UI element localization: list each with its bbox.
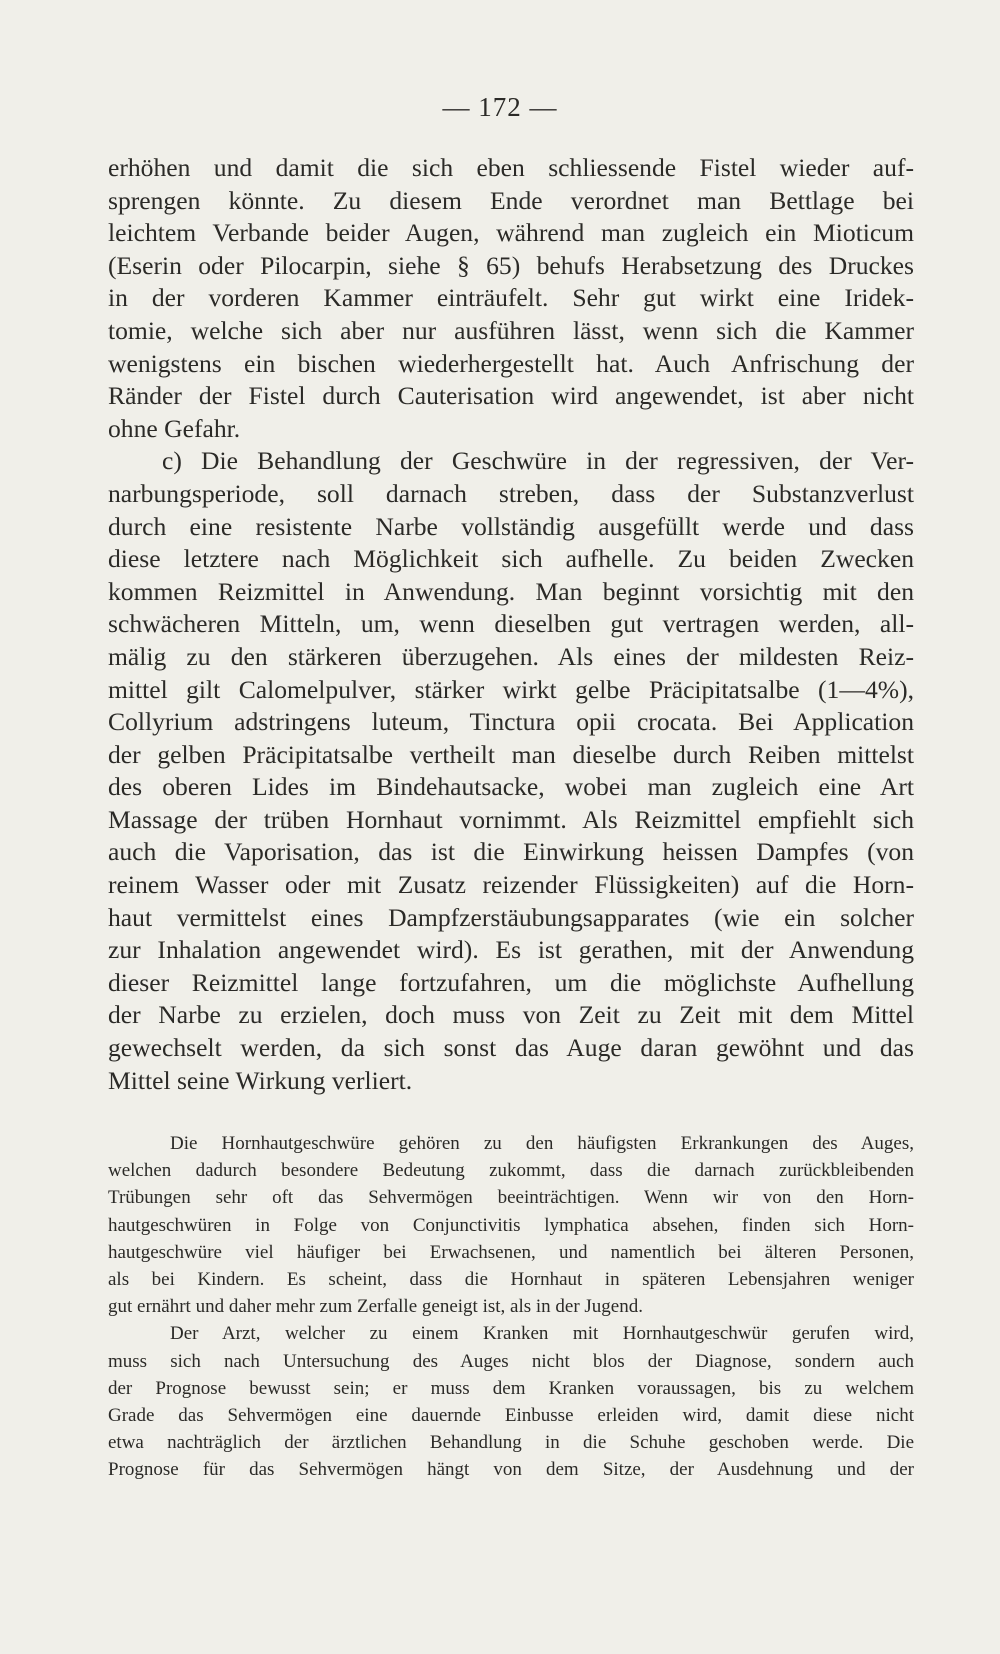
body-line: tomie, welche sich aber nur ausführen lässt, wenn sich die Kammer — [108, 315, 914, 345]
body-line: in der vorderen Kammer einträufelt. Sehr gut wirkt eine Iridek- — [108, 283, 914, 313]
body-line: haut vermittelst eines Dampfzerstäubungsapparates (wie ein solcher — [108, 902, 914, 932]
body-line: erhöhen und damit die sich eben schliessende Fistel wieder auf- — [108, 153, 914, 182]
body-line: Collyrium adstringens luteum, Tinctura opii crocata. Bei Application — [108, 707, 914, 737]
body-line: der gelben Präcipitatsalbe vertheilt man dieselbe durch Reiben mittelst — [108, 739, 914, 769]
body-line: gewechselt werden, da sich sonst das Auge daran gewöhnt und das — [108, 1033, 914, 1063]
body-line: Ränder der Fistel durch Cauterisation wird angewendet, ist aber nicht — [108, 381, 914, 411]
footnote-line: Grade das Sehvermögen eine dauernde Einbusse erleiden wird, damit diese nicht — [108, 1405, 914, 1427]
footnote-line: der Prognose bewusst sein; er muss dem Kranken voraussagen, bis zu welchem — [108, 1377, 914, 1399]
body-line: mittel gilt Calomelpulver, stärker wirkt gelbe Präcipitatsalbe (1—4%), — [108, 674, 914, 704]
body-line: ohne Gefahr. — [108, 413, 241, 443]
body-line: des oberen Lides im Bindehautsacke, wobei man zugleich eine Art — [108, 772, 914, 802]
footnote-block — [108, 1130, 914, 1484]
body-line: durch eine resistente Narbe vollständig ausgefüllt werde und dass — [108, 511, 914, 541]
body-line: zur Inhalation angewendet wird). Es ist gerathen, mit der Anwendung — [108, 935, 914, 965]
body-line: narbungsperiode, soll darnach streben, dass der Substanzverlust — [108, 478, 914, 508]
body-line: sprengen könnte. Zu diesem Ende verordnet man Bettlage bei — [108, 185, 914, 215]
footnote-line: Der Arzt, welcher zu einem Kranken mit Hornhautgeschwür gerufen wird, — [170, 1323, 914, 1345]
body-line: schwächeren Mitteln, um, wenn dieselben gut vertragen werden, all- — [108, 609, 914, 639]
footnote-line: Prognose für das Sehvermögen hängt von dem Sitze, der Ausdehnung und der — [108, 1459, 914, 1481]
footnote-line: welchen dadurch besondere Bedeutung zukommt, dass die darnach zurückbleibenden — [108, 1160, 914, 1182]
footnote-line: Die Hornhautgeschwüre gehören zu den häufigsten Erkrankungen des Auges, — [170, 1133, 914, 1154]
body-line: kommen Reizmittel in Anwendung. Man beginnt vorsichtig mit den — [108, 576, 914, 606]
body-line: c) Die Behandlung der Geschwüre in der regressiven, der Ver- — [162, 446, 914, 476]
body-line: der Narbe zu erzielen, doch muss von Zeit zu Zeit mit dem Mittel — [108, 1000, 914, 1030]
footnote-line: hautgeschwüren in Folge von Conjunctivitis lymphatica absehen, finden sich Horn- — [108, 1214, 914, 1236]
body-line: dieser Reizmittel lange fortzufahren, um die möglichste Aufhellung — [108, 967, 914, 997]
body-line: auch die Vaporisation, das ist die Einwirkung heissen Dampfes (von — [108, 837, 914, 867]
body-line: diese letztere nach Möglichkeit sich aufhelle. Zu beiden Zwecken — [108, 544, 914, 574]
footnote-line: gut ernährt und daher mehr zum Zerfalle geneigt ist, als in der Jugend. — [108, 1296, 643, 1318]
body-line: mälig zu den stärkeren überzugehen. Als eines der mildesten Reiz- — [108, 641, 914, 671]
body-line: Massage der trüben Hornhaut vornimmt. Als Reizmittel empfiehlt sich — [108, 804, 914, 834]
footnote-line: etwa nachträglich der ärztlichen Behandlung in die Schuhe geschoben werde. Die — [108, 1432, 914, 1454]
body-line: Mittel seine Wirkung verliert. — [108, 1065, 413, 1095]
footnote-line: als bei Kindern. Es scheint, dass die Hornhaut in späteren Lebensjahren weniger — [108, 1269, 914, 1291]
body-line: reinem Wasser oder mit Zusatz reizender Flüssigkeiten) auf die Horn- — [108, 870, 914, 900]
main-body-text — [108, 152, 914, 1097]
footnote-line: hautgeschwüre viel häufiger bei Erwachsenen, und namentlich bei älteren Personen, — [108, 1241, 914, 1263]
body-line: wenigstens ein bischen wiederhergestellt hat. Auch Anfrischung der — [108, 348, 914, 378]
body-line: leichtem Verbande beider Augen, während man zugleich ein Mioticum — [108, 218, 914, 248]
page-number: — 172 — — [442, 92, 558, 122]
footnote-line: muss sich nach Untersuchung des Auges nicht blos der Diagnose, sondern auch — [108, 1350, 914, 1372]
footnote-line: Trübungen sehr oft das Sehvermögen beeinträchtigen. Wenn wir von den Horn- — [108, 1187, 914, 1209]
body-line: (Eserin oder Pilocarpin, siehe § 65) behufs Herabsetzung des Druckes — [108, 250, 914, 280]
